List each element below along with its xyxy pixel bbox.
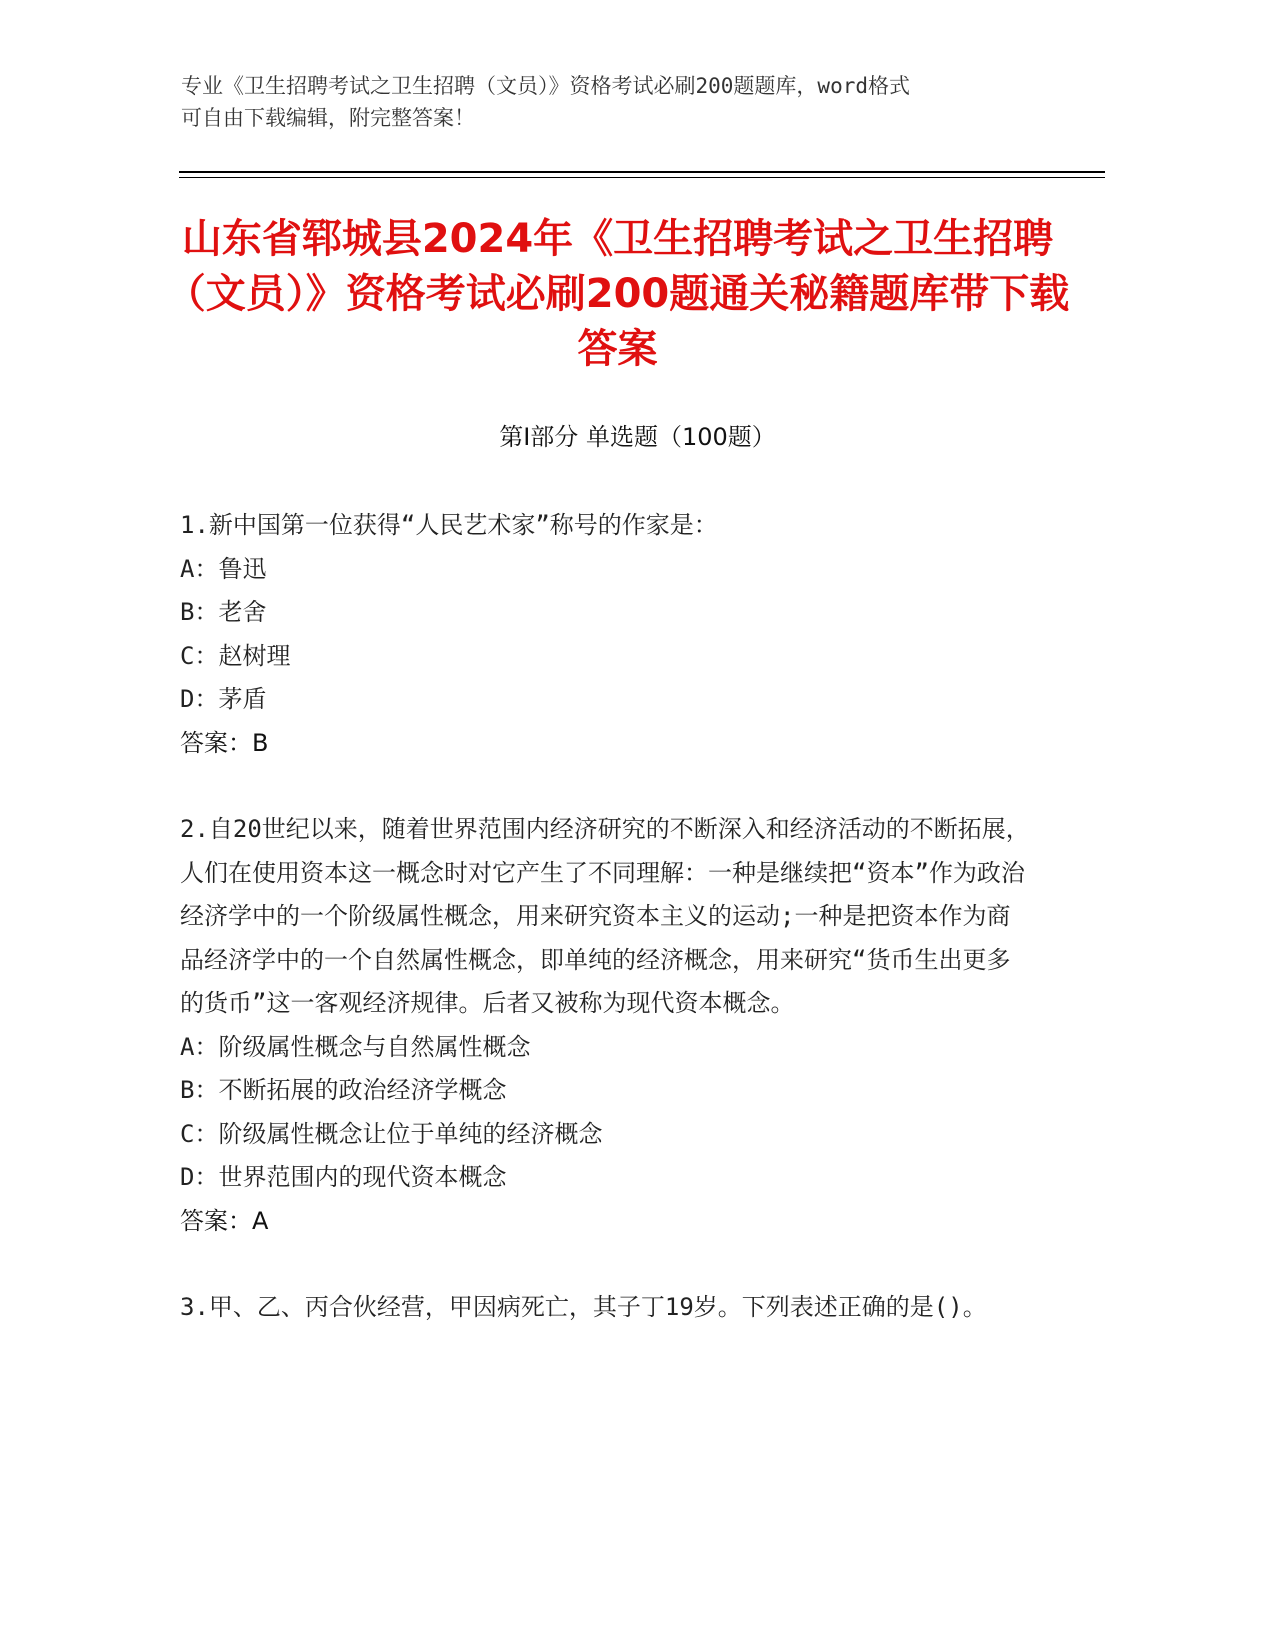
option-c: C：阶级属性概念让位于单纯的经济概念	[180, 1119, 603, 1148]
document-title: 山东省郓城县2024年《卫生招聘考试之卫生招聘（文员）》资格考试必刷200题通关秘籍题库带下载答案	[165, 216, 1070, 372]
header-note	[181, 70, 1031, 134]
question-2	[180, 808, 1030, 1243]
section-heading: 第Ⅰ部分 单选题（100题）	[499, 423, 776, 451]
option-c: C：赵树理	[180, 641, 291, 670]
answer: 答案：B	[180, 728, 269, 757]
question-3	[180, 1286, 1030, 1330]
header-note-line-1: 专业《卫生招聘考试之卫生招聘（文员）》资格考试必刷200题题库，word格式	[181, 74, 910, 98]
question-stem: 2.自20世纪以来，随着世界范围内经济研究的不断深入和经济活动的不断拓展，人们在使用资本这一概念时对它产生了不同理解：一种是继续把“资本”作为政治经济学中的一个阶级属性概念，用来研究资本主义的运动;一种是把资本作为商品经济学中的一个自然属性概念，即单纯的经济概念，用来研究“货币生出更多的货币”这一客观经济规律。后者又被称为现代资本概念。	[180, 815, 1030, 1017]
question-stem: 3.甲、乙、丙合伙经营，甲因病死亡，其子丁19岁。下列表述正确的是()。	[180, 1293, 987, 1321]
header-divider-thick	[179, 171, 1105, 173]
option-d: D：茅盾	[180, 685, 267, 713]
option-d: D：世界范围内的现代资本概念	[180, 1163, 507, 1191]
header-note-line-2: 可自由下载编辑，附完整答案！	[181, 106, 475, 130]
option-b: B：不断拓展的政治经济学概念	[180, 1076, 507, 1104]
option-a: A：鲁迅	[180, 554, 267, 583]
question-stem: 1.新中国第一位获得“人民艺术家”称号的作家是：	[180, 511, 718, 539]
option-b: B：老舍	[180, 598, 267, 626]
question-1	[180, 504, 1030, 765]
answer: 答案：A	[180, 1206, 269, 1235]
option-a: A：阶级属性概念与自然属性概念	[180, 1032, 531, 1061]
question-list	[180, 504, 1030, 1373]
header-divider-thin	[179, 177, 1105, 178]
